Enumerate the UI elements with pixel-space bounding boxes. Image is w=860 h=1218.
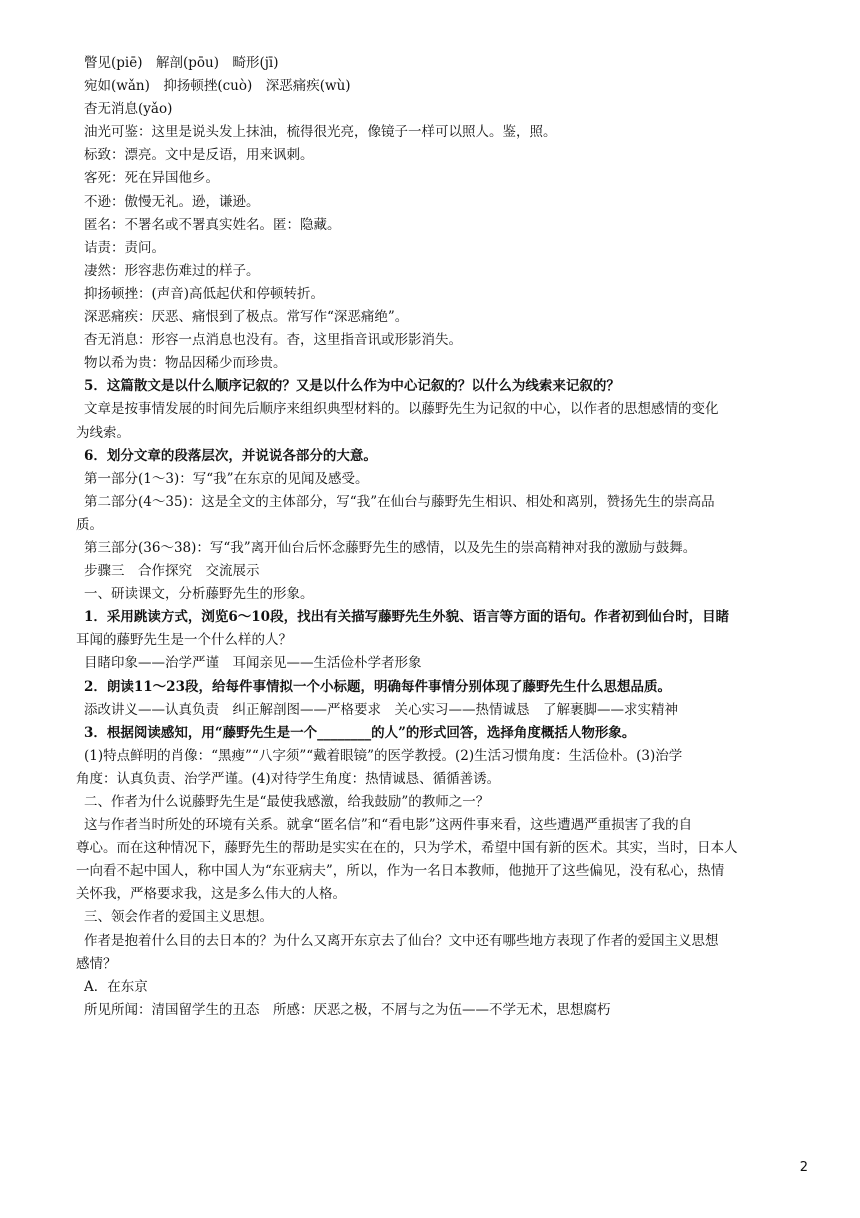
item-2-answer: 添改讲义——认真负责 纠正解剖图——严格要求 关心实习——热情诚恳 了解裹脚——求实精神	[84, 701, 678, 718]
task-3-question-line-1: 作者是抱着什么目的去日本的？为什么又离开东京去了仙台？文中还有哪些地方表现了作者的爱国主义思想	[84, 932, 719, 949]
vocab-definition: 诘责：责问。	[84, 239, 165, 256]
step-3-heading: 步骤三 合作探究 交流展示	[84, 563, 260, 580]
vocab-definition: 匿名：不署名或不署真实姓名。匿：隐藏。	[84, 216, 341, 233]
item-1-line-2: 耳闻的藤野先生是一个什么样的人？	[76, 632, 292, 649]
vocab-definition: 凄然：形容悲伤难过的样子。	[84, 262, 260, 279]
answer-5-line-2: 为线索。	[76, 424, 130, 441]
vocab-definition: 油光可鉴：这里是说头发上抹油，梳得很光亮，像镜子一样可以照人。鉴，照。	[84, 124, 557, 141]
item-1-line-1: 1．采用跳读方式，浏览6～10段，找出有关描写藤野先生外貌、语言等方面的语句。作者初到仙台时，目睹	[84, 609, 730, 626]
section-part-2-line-2: 质。	[76, 516, 103, 533]
task-2-answer-line-3: 一向看不起中国人，称中国人为“东亚病夫”，所以，作为一名日本教师，他抛开了这些偏见，没有私心，热情	[76, 863, 725, 880]
task-2-answer-line-2: 尊心。而在这种情况下，藤野先生的帮助是实实在在的，只为学术，希望中国有新的医术。其实，当时，日本人	[76, 840, 738, 857]
task-3-subheading-a: A．在东京	[84, 978, 148, 995]
vocab-definition: 抑扬顿挫：(声音)高低起伏和停顿转折。	[84, 285, 325, 302]
task-2-answer-line-1: 这与作者当时所处的环境有关系。就拿“匿名信”和“看电影”这两件事来看，这些遭遇严重损害了我的自	[84, 817, 693, 834]
pinyin-line-2: 宛如(wǎn) 抑扬顿挫(cuò) 深恶痛疾(wù)	[84, 78, 351, 95]
task-3-question-line-2: 感情？	[76, 955, 117, 972]
vocab-definition: 标致：漂亮。文中是反语，用来讽刺。	[84, 147, 314, 164]
pinyin-line-1: 瞥见(piē) 解剖(pōu) 畸形(jī)	[84, 55, 279, 71]
vocab-definition: 客死：死在异国他乡。	[84, 170, 219, 187]
answer-5-line-1: 文章是按事情发展的时间先后顺序来组织典型材料的。以藤野先生为记叙的中心，以作者的思想感情的变化	[84, 401, 719, 418]
task-1-heading: 一、研读课文，分析藤野先生的形象。	[84, 586, 314, 603]
item-3: 3．根据阅读感知，用“藤野先生是一个________的人”的形式回答，选择角度概括人物形象。	[84, 724, 636, 741]
section-part-2-line-1: 第二部分(4～35)：这是全文的主体部分，写“我”在仙台与藤野先生相识、相处和离别，赞扬先生的崇高品	[84, 493, 715, 510]
item-2: 2．朗读11～23段，给每件事情拟一个小标题，明确每件事情分别体现了藤野先生什么思想品质。	[84, 678, 671, 695]
vocab-definition: 不逊：傲慢无礼。逊，谦逊。	[84, 193, 260, 210]
vocab-definition: 杳无消息：形容一点消息也没有。杳，这里指音讯或形影消失。	[84, 332, 462, 349]
section-part-3: 第三部分(36～38)：写“我”离开仙台后怀念藤野先生的感情，以及先生的崇高精神对我的激励与鼓舞。	[84, 539, 697, 556]
pinyin-line-3: 杳无消息(yǎo)	[84, 101, 173, 118]
item-1-answer: 目睹印象——治学严谨 耳闻亲见——生活俭朴学者形象	[84, 655, 422, 672]
task-2-answer-line-4: 关怀我，严格要求我，这是多么伟大的人格。	[76, 886, 346, 903]
document-page	[76, 52, 784, 1022]
question-5: 5．这篇散文是以什么顺序记叙的？又是以什么作为中心记叙的？以什么为线索来记叙的？	[84, 378, 620, 395]
task-3-heading: 三、领会作者的爱国主义思想。	[84, 909, 273, 926]
question-6: 6．划分文章的段落层次，并说说各部分的大意。	[84, 447, 377, 464]
page-number: 2	[799, 1160, 808, 1175]
vocab-definition: 深恶痛疾：厌恶、痛恨到了极点。常写作“深恶痛绝”。	[84, 309, 409, 326]
item-3-answer-line-1: (1)特点鲜明的肖像：“黑瘦”“八字须”“戴着眼镜”的医学教授。(2)生活习惯角度：生活俭朴。(3)治学	[84, 747, 683, 764]
item-3-answer-line-2: 角度：认真负责、治学严谨。(4)对待学生角度：热情诚恳、循循善诱。	[76, 770, 501, 787]
task-2-heading: 二、作者为什么说藤野先生是“最使我感激，给我鼓励”的教师之一？	[84, 794, 490, 810]
task-3-answer-a: 所见所闻：清国留学生的丑态 所感：厌恶之极，不屑与之为伍——不学无术，思想腐朽	[84, 1001, 611, 1018]
vocab-definition: 物以希为贵：物品因稀少而珍贵。	[84, 355, 287, 372]
section-part-1: 第一部分(1～3)：写“我”在东京的见闻及感受。	[84, 470, 369, 487]
